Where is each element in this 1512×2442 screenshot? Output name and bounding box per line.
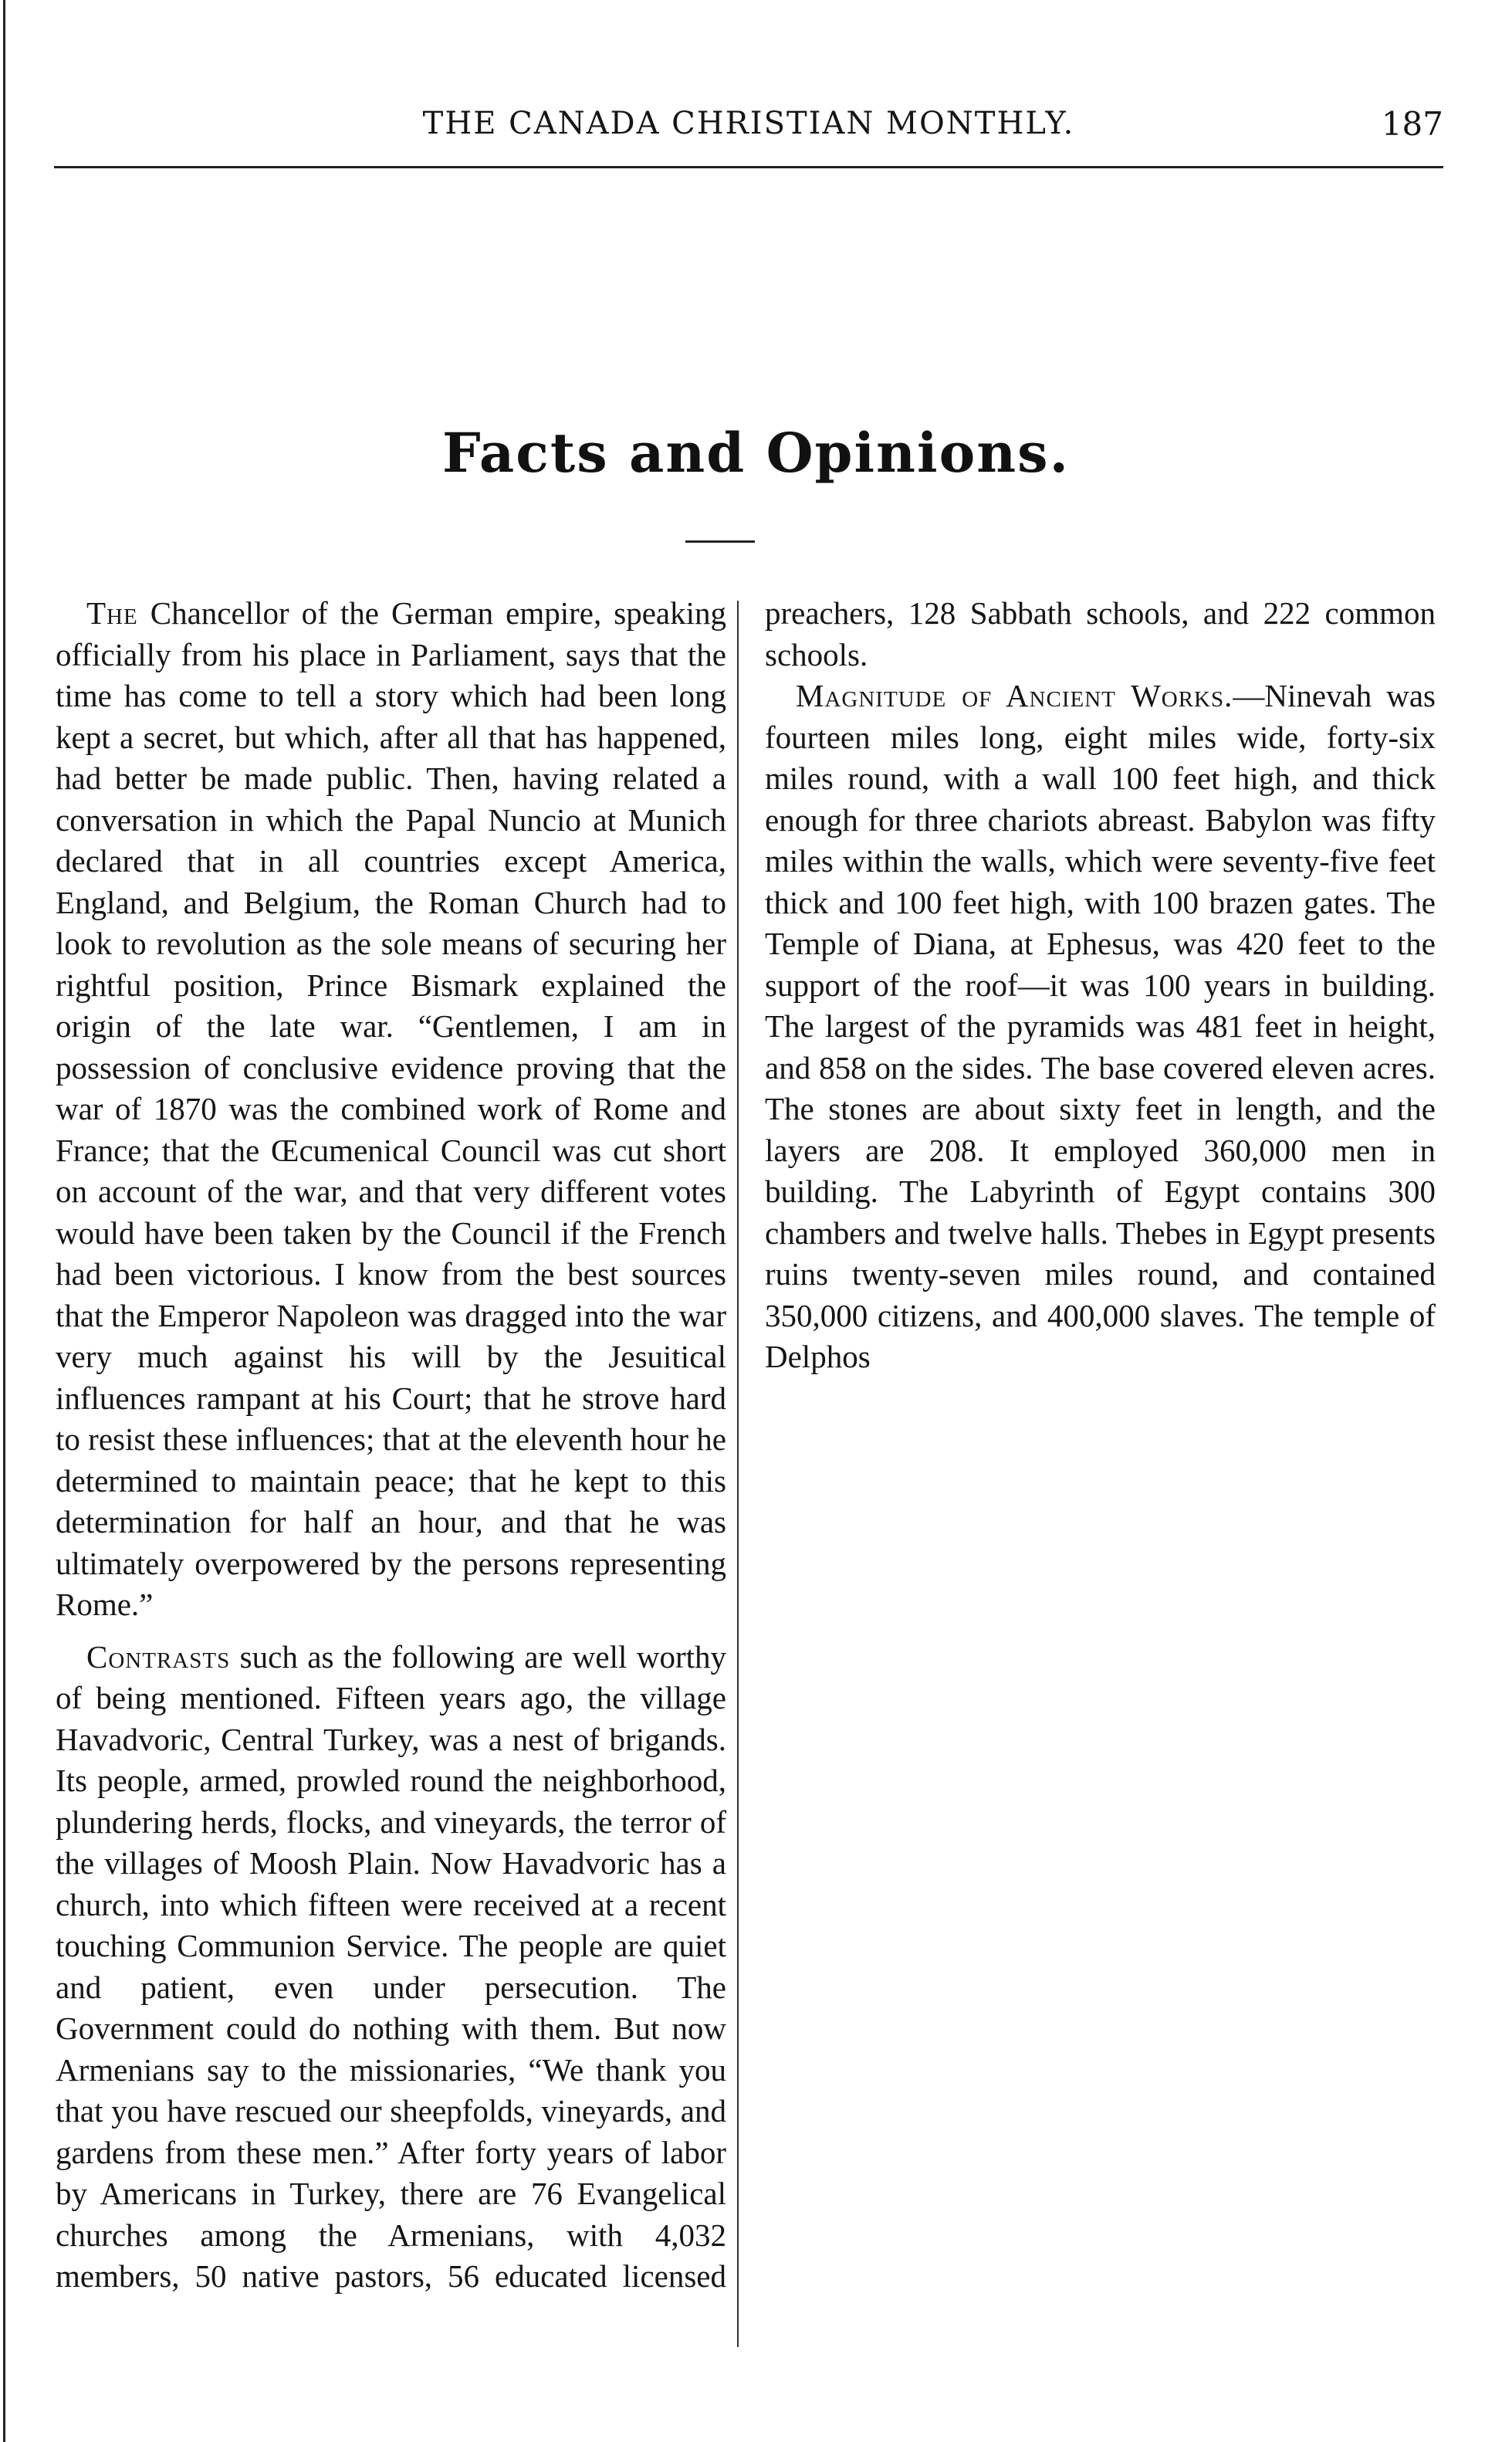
paragraph-text: such as the following are well worthy of being mentioned. Fifteen years ago, the village Havadvoric, Central Turkey, was a nest of brigands. Its people, armed, prowled round the neighborhood, plundering herds, flocks, and vineyards, the terror of the villages of Moosh Plain. Now Havadvoric has a church, into which fifteen were received at a recent touching Communion Service. The people are quiet and patient, even under persecution. The Government could do nothing with them. But now Armenians say to the missionaries, “We thank you that you have rescued our sheepfolds, vineyards, and gardens from these men.” After forty years of labor by Americans in Turkey, there are 76 Evangelical churches among the Armenians, with 4,032 members, 50 native pastors, 56 educated licensed preachers, 128 Sabbath schools, and 222 common schools. <box>56 595 1436 2294</box>
paragraph-ancient-works <box>765 676 1436 1378</box>
paragraph-text: Chancellor of the German empire, speaking officially from his place in Parliament, says that the time has come to tell a story which had been long kept a secret, but which, after all that has happened, had better be made public. Then, having related a conversation in which the Papal Nuncio at Munich declared that in all countries except America, England, and Belgium, the Roman Church had to look to revolution as the sole means of securing her rightful position, Prince Bismark explained the origin of the late war. “Gentlemen, I am in possession of conclusive evidence proving that the war of 1870 was the combined work of Rome and France; that the Œcumenical Council was cut short on account of the war, and that very different votes would have been taken by the Council if the French had been victorious. I know from the best sources that the Emperor Napoleon was dragged into the war very much against his will by the Jesuitical influences rampant at his Court; that he strove hard to resist these influences; that at the eleventh hour he determined to maintain peace; that he kept to this determination for half an hour, and that he was ultimately overpowered by the persons representing Rome.” <box>56 595 726 1622</box>
header-rule <box>54 166 1443 168</box>
paragraph-chancellor <box>56 593 726 1626</box>
binding-edge <box>3 0 5 2442</box>
paragraph-text: —Ninevah was fourteen miles long, eight miles wide, forty-six miles round, with a wall 100 feet high, and thick enough for three chariots abreast. Babylon was fifty miles within the walls, which were seventy-five feet thick and 100 feet high, with 100 brazen gates. The Temple of Diana, at Ephesus, was 420 feet to the support of the roof—it was 100 years in building. The largest of the pyramids was 481 feet in height, and 858 on the sides. The base covered eleven acres. The stones are about sixty feet in length, and the layers are 208. It employed 360,000 men in building. The Labyrinth of Egypt contains 300 chambers and twelve halls. Thebes in Egypt presents ruins twenty-seven miles round, and contained 350,000 citizens, and 400,000 slaves. The temple of Delphos <box>765 678 1436 1374</box>
two-column-flow <box>56 593 1436 2339</box>
running-title: THE CANADA CHRISTIAN MONTHLY. <box>422 106 1075 141</box>
title-rule <box>685 540 755 543</box>
page-number: 187 <box>1381 105 1443 143</box>
page-header <box>54 105 1443 154</box>
paragraph-lead: Magnitude of Ancient Works. <box>796 678 1233 713</box>
section-title: Facts and Opinions. <box>442 421 1070 485</box>
paragraph-lead: The <box>86 595 138 631</box>
paragraph-lead: Contrasts <box>86 1638 231 1675</box>
